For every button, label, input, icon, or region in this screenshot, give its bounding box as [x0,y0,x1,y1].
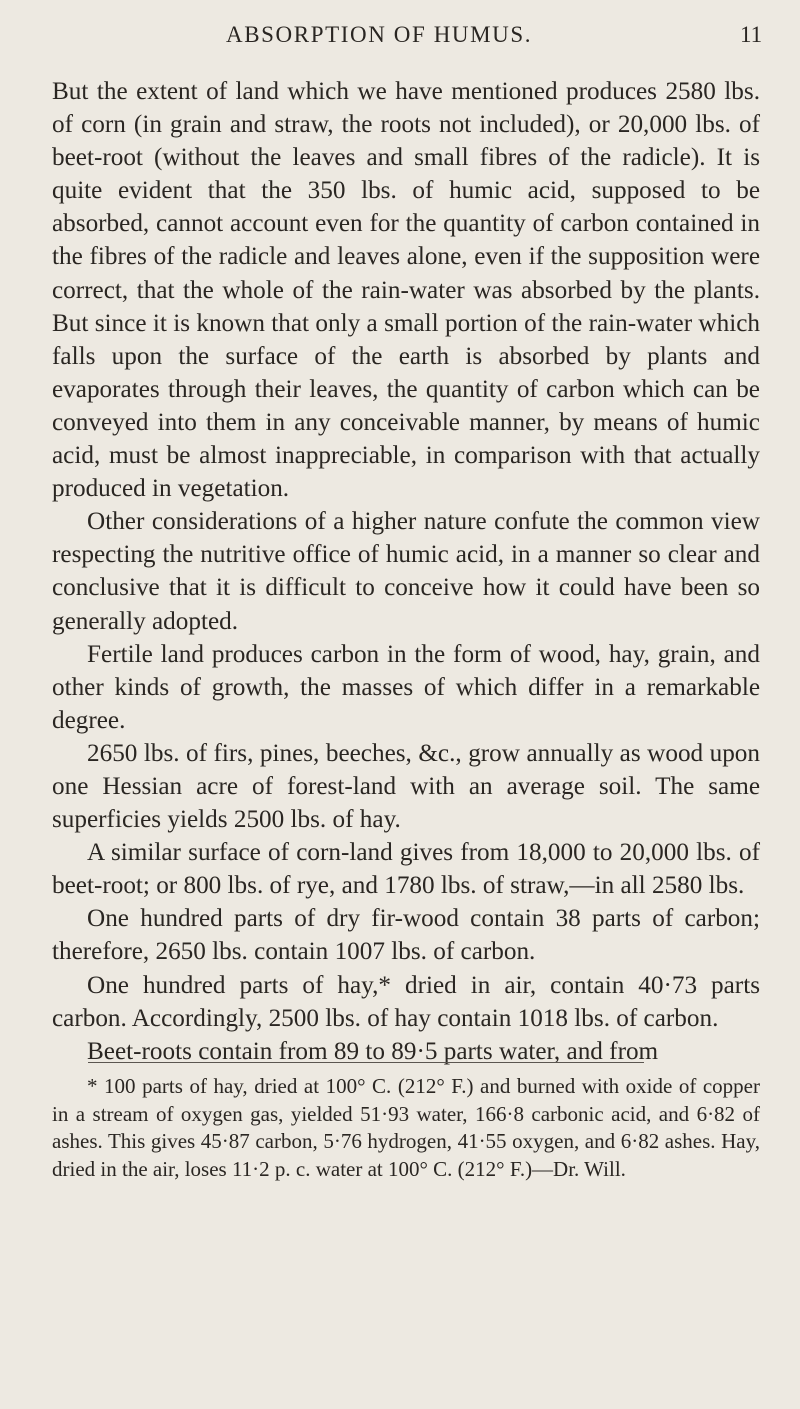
body-text [52,75,760,1068]
paragraph-corn-land: A similar surface of corn-land gives from 18,000 to 20,000 lbs. of beet-root; or 800 lbs. of rye, and 1780 lbs. of straw,—in all 2580 lbs. [52,839,760,900]
paragraph-firs-pines: 2650 lbs. of firs, pines, beeches, &c., grow annually as wood upon one Hessian acre of forest-land with an average soil. The same superficies yields 2500 lbs. of hay. [52,739,760,834]
paragraph-land-produce: But the extent of land which we have mentioned produces 2580 lbs. of corn (in grain and straw, the roots not included), or 20,000 lbs. of beet-root (without the leaves and small fibres of the radicle). It is quite evident that the 350 lbs. of humic acid, supposed to be absorbed, cannot account even for the quantity of carbon contained in the fibres of the radicle and leaves alone, even if the supposition were correct, that the whole of the rain-water was absorbed by the plants. But since it is known that only a small portion of the rain-water which falls upon the surface of the earth is absorbed by plants and evaporates through their leaves, the quantity of carbon which can be conveyed into them in any conceivable manner, by means of humic acid, must be almost inappreciable, in comparison with that actually produced in vegetation. [52,78,760,503]
running-head: ABSORPTION OF HUMUS. [226,22,533,47]
page-number: 11 [740,22,763,47]
paragraph-hay-carbon: One hundred parts of hay,* dried in air, contain 40·73 parts carbon. Accordingly, 2500 lbs. of hay contain 1018 lbs. of carbon. [52,971,760,1032]
footnote-divider [88,1062,644,1063]
paragraph-other-considerations: Other considerations of a higher nature confute the common view respecting the nutritive office of humic acid, in a manner so clear and conclusive that it is difficult to conceive how it could have been so generally adopted. [52,508,760,635]
page-header [0,20,800,52]
paragraph-beet-roots: Beet-roots contain from 89 to 89·5 parts water, and from [87,1037,659,1065]
footnote-text: * 100 parts of hay, dried at 100° C. (212° F.) and burned with oxide of copper in a stream of oxygen gas, yielded 51·93 water, 166·8 carbonic acid, and 6·82 of ashes. This gives 45·87 carbon, 5·76 hydrogen, 41·55 oxygen, and 6·82 ashes. Hay, dried in the air, loses 11·2 p. c. water at 100° C. (212° F.)—Dr. Will. [52,1074,760,1182]
paragraph-fir-wood-carbon: One hundred parts of dry fir-wood contain 38 parts of carbon; therefore, 2650 lbs. contain 1007 lbs. of carbon. [52,905,760,966]
paragraph-fertile-land: Fertile land produces carbon in the form of wood, hay, grain, and other kinds of growth, the masses of which differ in a remarkable degree. [52,640,760,734]
footnote [52,1073,760,1184]
